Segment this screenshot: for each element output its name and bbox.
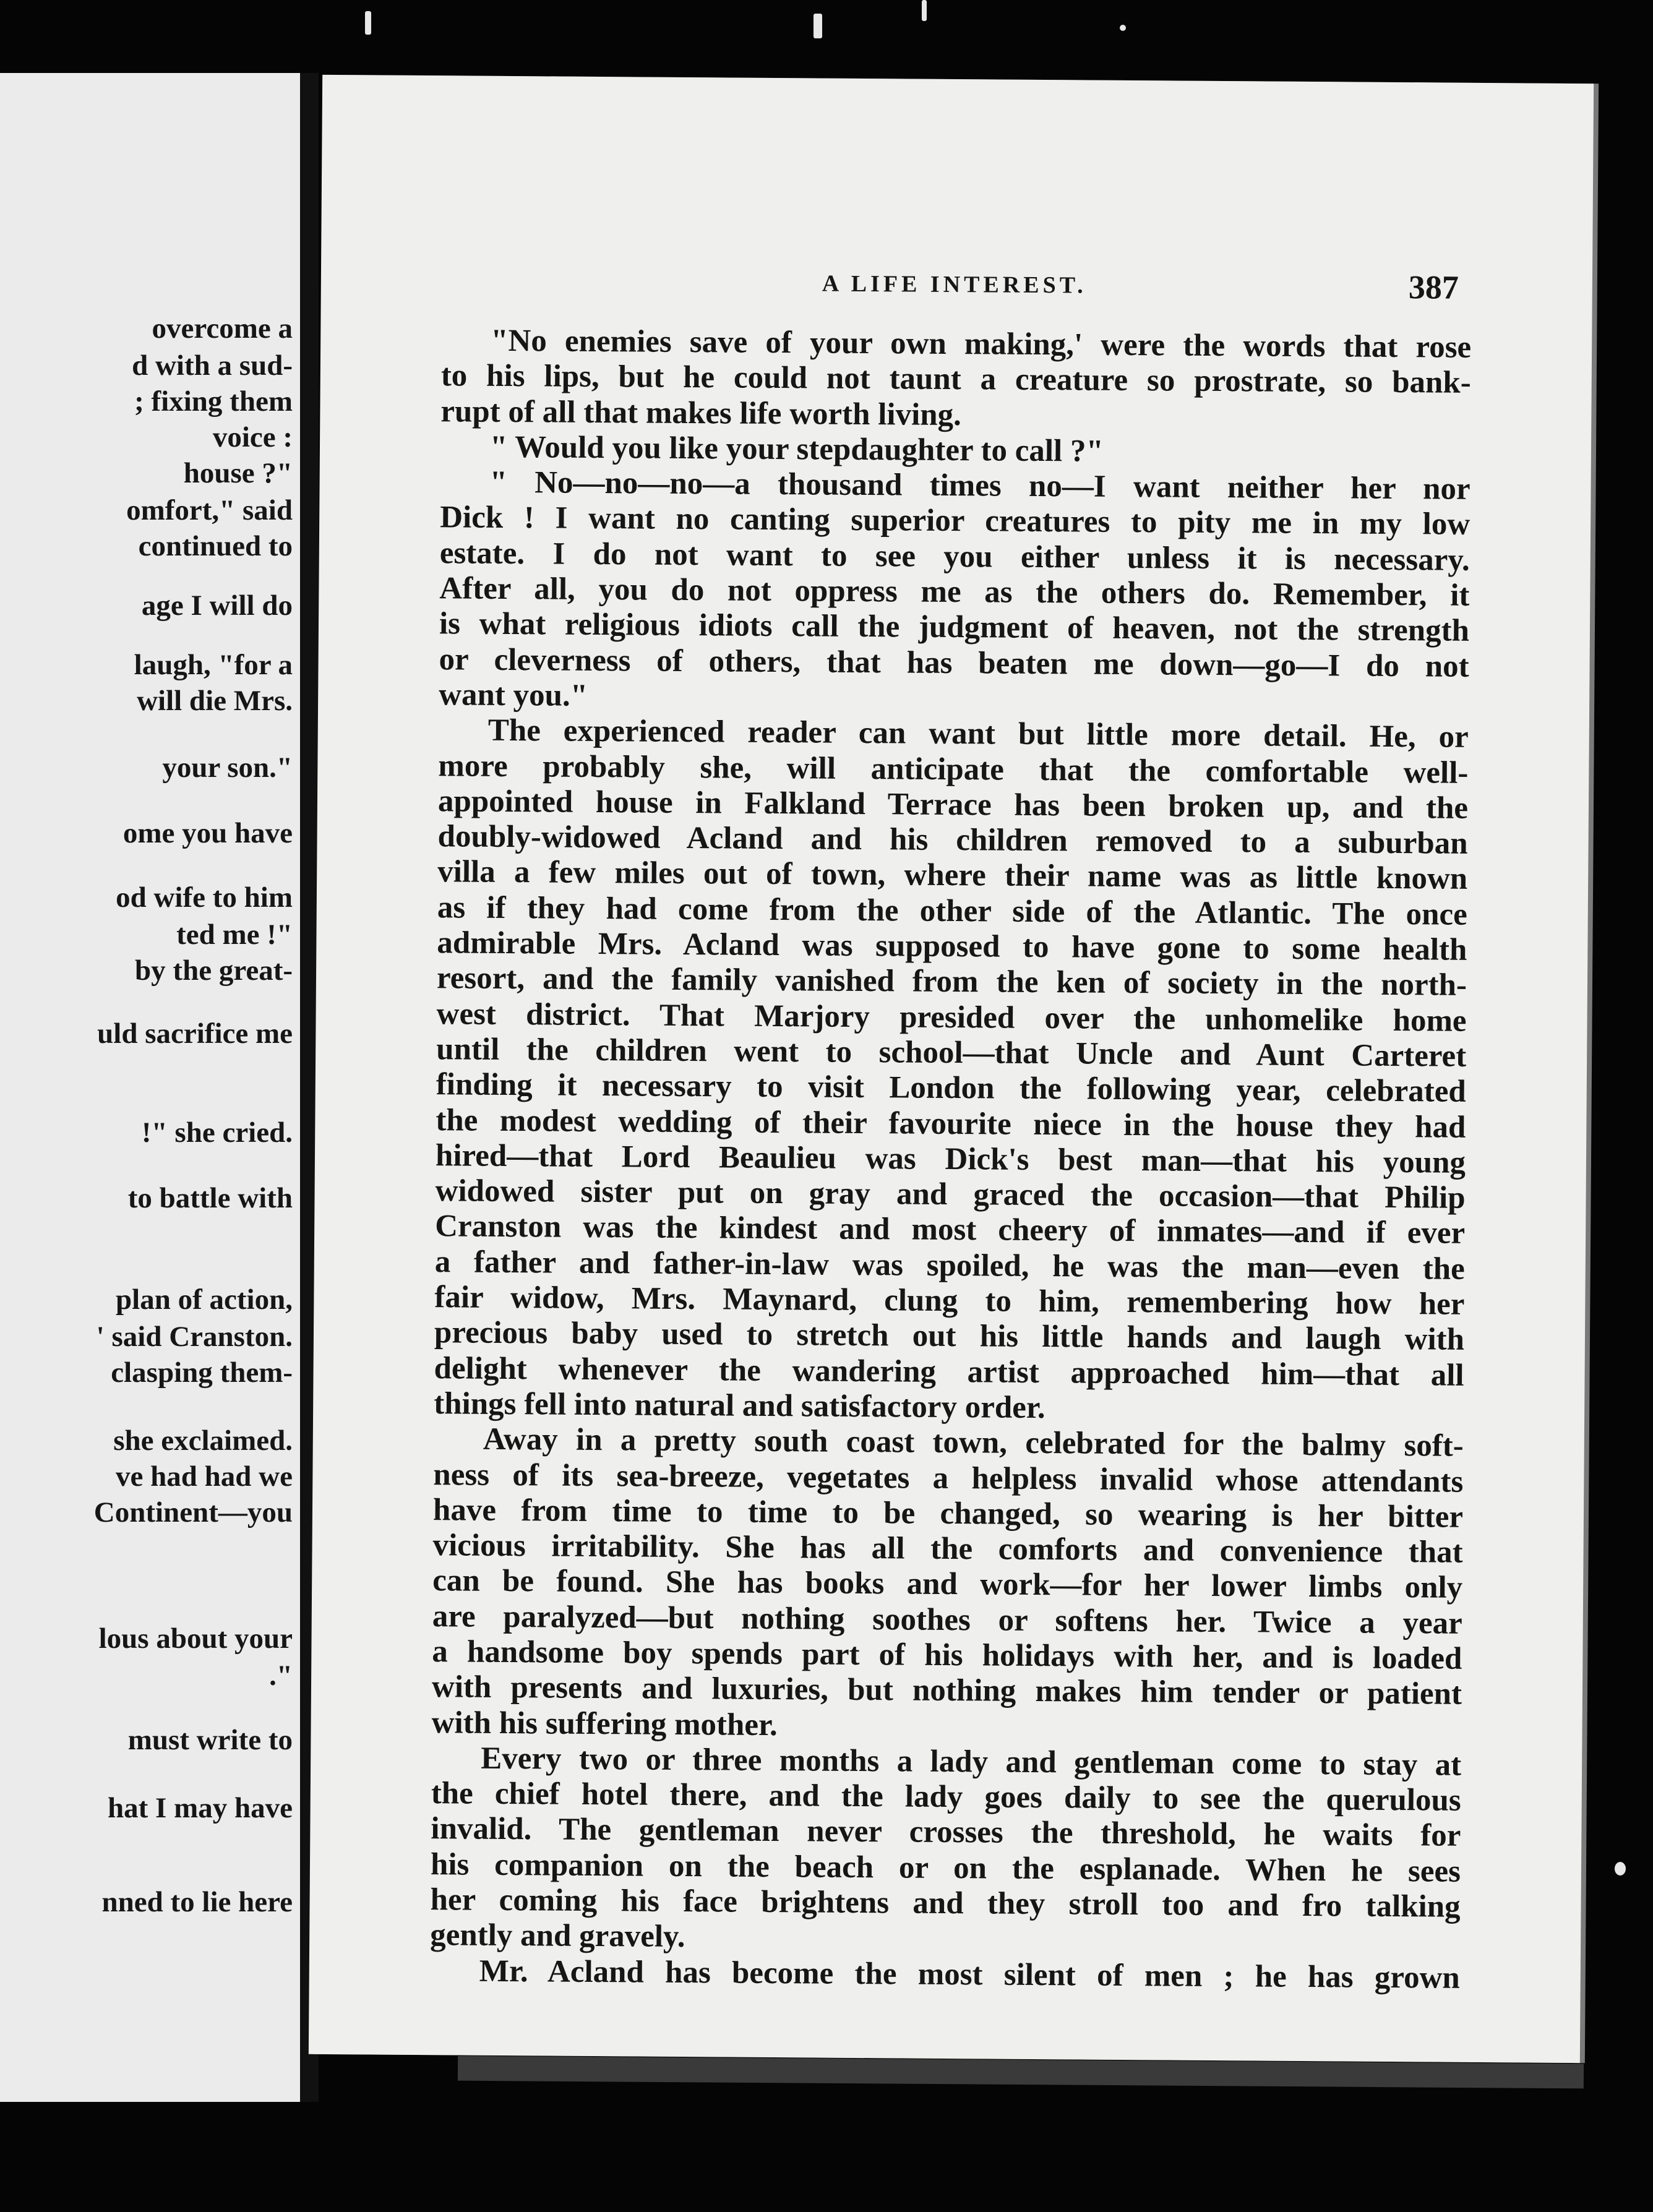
text-line: admirable Mrs. Acland was supposed to have gone to some health xyxy=(437,925,1467,967)
left-text-fragment: continued to xyxy=(138,530,293,562)
page-header xyxy=(321,260,1592,312)
text-line: to his lips, but he could not taunt a creature so prostrate, so bank- xyxy=(440,358,1471,401)
left-text-fragment: laugh, "for a xyxy=(134,649,293,681)
left-text-fragment: voice : xyxy=(212,421,293,453)
left-text-fragment: age I will do xyxy=(141,589,293,622)
left-text-fragment: !" she cried. xyxy=(141,1117,293,1149)
left-text-fragment: ' said Cranston. xyxy=(96,1321,293,1353)
text-line: finding it necessary to visit London the following year, celebrated xyxy=(436,1067,1466,1110)
text-line: " Would you like your stepdaughter to call ?" xyxy=(489,429,1104,469)
text-line: her coming his face brightens and they stroll too and fro talking xyxy=(430,1882,1461,1924)
text-line: The experienced reader can want but little more detail. He, or xyxy=(487,713,1469,755)
right-page xyxy=(309,75,1594,2063)
left-text-fragment: ; fixing them xyxy=(134,385,293,418)
body-text xyxy=(430,323,1472,1996)
left-text-fragment: lous about your xyxy=(98,1623,293,1655)
text-line: Every two or three months a lady and gentleman come to stay at xyxy=(481,1741,1462,1783)
text-line: Away in a pretty south coast town, celebrated for the balmy soft- xyxy=(483,1421,1464,1464)
text-line: vicious irritability. She has all the comforts and convenience that xyxy=(432,1528,1463,1570)
page-number: 387 xyxy=(1408,268,1459,306)
running-head: A LIFE INTEREST. xyxy=(822,270,1087,299)
left-text-fragment: overcome a xyxy=(152,312,293,345)
text-line: his companion on the beach or on the esplanade. When he sees xyxy=(430,1846,1461,1889)
text-line: gently and gravely. xyxy=(430,1918,685,1955)
text-line: Mr. Acland has become the most silent of men ; he has grown xyxy=(479,1953,1460,1996)
left-text-fragment: Continent—you xyxy=(93,1496,293,1528)
text-line: rupt of all that makes life worth living. xyxy=(440,393,962,432)
left-text-fragment: nned to lie here xyxy=(101,1886,293,1918)
left-text-fragment: will die Mrs. xyxy=(137,685,293,717)
text-line: fair widow, Mrs. Maynard, clung to him, remembering how her xyxy=(434,1280,1465,1322)
text-line: resort, and the family vanished from the ken of society in the north- xyxy=(436,961,1467,1003)
left-text-fragment: she exclaimed. xyxy=(113,1425,293,1457)
left-text-fragment: ted me !" xyxy=(176,919,293,951)
text-line: hired—that Lord Beaulieu was Dick's best man—that his young xyxy=(435,1138,1466,1180)
text-line: invalid. The gentleman never crosses the threshold, he waits for xyxy=(431,1811,1461,1854)
text-line: west district. That Marjory presided over the unhomelike home xyxy=(436,996,1467,1039)
text-line: the chief hotel there, and the lady goes daily to see the querulous xyxy=(431,1776,1461,1818)
left-text-fragment: must write to xyxy=(127,1724,293,1756)
text-line: villa a few miles out of town, where their name was as little known xyxy=(437,854,1468,897)
left-text-fragment: house ?" xyxy=(183,457,293,489)
text-line: a handsome boy spends part of his holidays with her, and is loaded xyxy=(432,1634,1462,1676)
text-line: until the children went to school—that Uncle and Aunt Carteret xyxy=(436,1032,1467,1074)
text-line: a father and father-in-law was spoiled, he was the man—even the xyxy=(434,1244,1465,1287)
text-line: widowed sister put on gray and graced the occasion—that Philip xyxy=(435,1173,1466,1215)
text-line: " No—no—no—a thousand times no—I want neither her nor xyxy=(489,465,1471,507)
text-line: the modest wedding of their favourite niece in the house they had xyxy=(436,1102,1466,1145)
left-page xyxy=(0,73,304,2102)
text-line: or cleverness of others, that has beaten me down—go—I do not xyxy=(439,641,1469,684)
left-text-fragment: clasping them- xyxy=(111,1357,293,1389)
text-line: with presents and luxuries, but nothing makes him tender or patient xyxy=(431,1670,1462,1712)
left-text-fragment: by the great- xyxy=(135,954,293,987)
left-text-fragment: your son." xyxy=(162,752,293,784)
text-line: as if they had come from the other side of the Atlantic. The once xyxy=(437,890,1467,932)
text-line: with his suffering mother. xyxy=(431,1705,778,1743)
left-text-fragment: hat I may have xyxy=(108,1792,293,1824)
text-line: can be found. She has books and work—for her lower limbs only xyxy=(432,1563,1463,1606)
text-line: Dick ! I want no canting superior creatures to pity me in my low xyxy=(440,500,1471,542)
text-line: After all, you do not oppress me as the others do. Remember, it xyxy=(439,571,1470,613)
left-text-fragment: to battle with xyxy=(127,1182,293,1214)
left-text-fragment: plan of action, xyxy=(116,1284,293,1316)
text-line: have from time to time to be changed, so wearing is her bitter xyxy=(432,1492,1464,1535)
text-line: doubly-widowed Acland and his children removed to a suburban xyxy=(437,819,1468,861)
left-text-fragment: ome you have xyxy=(122,817,293,849)
text-line: estate. I do not want to see you either unless it is necessary. xyxy=(439,535,1470,578)
text-line: delight whenever the wandering artist approached him—that all xyxy=(434,1350,1464,1393)
text-line: appointed house in Falkland Terrace has been broken up, and the xyxy=(437,784,1469,826)
left-text-fragment: ve had had we xyxy=(116,1460,293,1493)
left-text-fragment: d with a sud- xyxy=(132,349,293,382)
text-line: things fell into natural and satisfactory order. xyxy=(434,1386,1045,1425)
text-line: more probably she, will anticipate that the comfortable well- xyxy=(438,748,1469,791)
text-line: precious baby used to stretch out his little hands and laugh with xyxy=(434,1315,1465,1358)
text-line: is what religious idiots call the judgment of heaven, not the strength xyxy=(439,606,1470,649)
left-text-fragment: od wife to him xyxy=(116,881,293,914)
left-text-fragment: ." xyxy=(269,1660,293,1692)
text-line: ness of its sea-breeze, vegetates a helpless invalid whose attendants xyxy=(433,1457,1464,1499)
left-text-fragment: uld sacrifice me xyxy=(97,1018,293,1050)
text-line: Cranston was the kindest and most cheery of inmates—and if ever xyxy=(435,1209,1466,1251)
text-line: want you." xyxy=(439,677,588,713)
text-line: "No enemies save of your own making,' were the words that rose xyxy=(491,323,1472,365)
text-line: are paralyzed—but nothing soothes or softens her. Twice a year xyxy=(432,1598,1462,1641)
left-text-fragment: omfort," said xyxy=(126,494,293,526)
